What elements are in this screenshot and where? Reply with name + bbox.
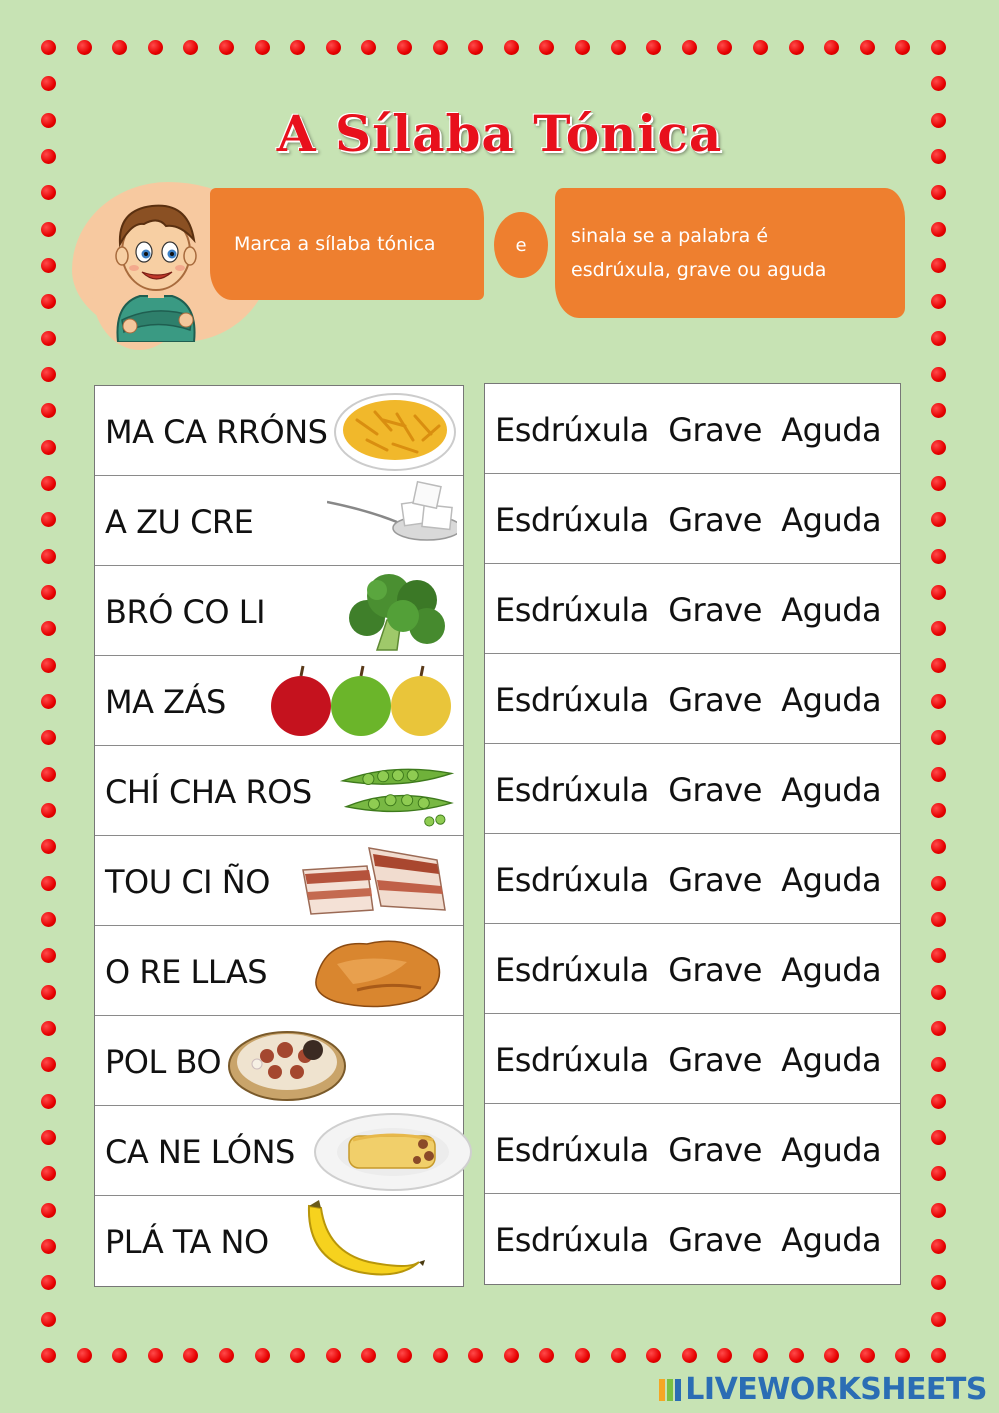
border-dot bbox=[41, 367, 56, 382]
border-dot bbox=[931, 1130, 946, 1145]
instruction-banner-right bbox=[555, 188, 905, 318]
border-dot bbox=[504, 40, 519, 55]
pea-pods-icon bbox=[337, 750, 457, 832]
border-dot bbox=[931, 694, 946, 709]
border-dot bbox=[931, 1021, 946, 1036]
option-grave[interactable]: Grave bbox=[668, 411, 762, 449]
border-dot bbox=[895, 40, 910, 55]
word-text[interactable]: O RE LLAS bbox=[105, 953, 268, 991]
border-dot bbox=[931, 658, 946, 673]
border-dot bbox=[931, 185, 946, 200]
border-dot bbox=[41, 1130, 56, 1145]
option-esdruxula[interactable]: Esdrúxula bbox=[495, 1221, 649, 1259]
broccoli-icon bbox=[327, 570, 457, 652]
options-row bbox=[485, 1104, 900, 1194]
option-esdruxula[interactable]: Esdrúxula bbox=[495, 861, 649, 899]
option-grave[interactable]: Grave bbox=[668, 1041, 762, 1079]
word-row bbox=[95, 656, 463, 746]
border-dot bbox=[41, 258, 56, 273]
options-row bbox=[485, 384, 900, 474]
instruction-text-right-line2: esdrúxula, grave ou aguda bbox=[571, 259, 827, 281]
border-dot bbox=[183, 1348, 198, 1363]
option-grave[interactable]: Grave bbox=[668, 681, 762, 719]
word-text[interactable]: MA CA RRÓNS bbox=[105, 413, 328, 451]
word-text[interactable]: TOU CI ÑO bbox=[105, 863, 270, 901]
options-table bbox=[484, 383, 901, 1285]
word-row bbox=[95, 566, 463, 656]
option-aguda[interactable]: Aguda bbox=[781, 771, 882, 809]
options-row bbox=[485, 924, 900, 1014]
border-dot bbox=[219, 40, 234, 55]
connector-text: e bbox=[515, 234, 527, 256]
options-row bbox=[485, 744, 900, 834]
logo-mark-icon bbox=[659, 1377, 681, 1403]
border-dot bbox=[326, 1348, 341, 1363]
option-esdruxula[interactable]: Esdrúxula bbox=[495, 1131, 649, 1169]
border-dot bbox=[682, 1348, 697, 1363]
border-dot bbox=[77, 40, 92, 55]
logo-text: LIVEWORKSHEETS bbox=[685, 1372, 987, 1407]
border-dot bbox=[931, 40, 946, 55]
border-dot bbox=[931, 512, 946, 527]
border-dot bbox=[41, 40, 56, 55]
option-grave[interactable]: Grave bbox=[668, 771, 762, 809]
word-row bbox=[95, 1016, 463, 1106]
border-dot bbox=[931, 621, 946, 636]
border-dot bbox=[931, 1203, 946, 1218]
border-dot bbox=[41, 658, 56, 673]
border-dot bbox=[433, 1348, 448, 1363]
cannelloni-plate-icon bbox=[313, 1106, 473, 1196]
border-dot bbox=[41, 1275, 56, 1290]
border-dot bbox=[41, 730, 56, 745]
border-dot bbox=[682, 40, 697, 55]
option-aguda[interactable]: Aguda bbox=[781, 951, 882, 989]
border-dot bbox=[539, 40, 554, 55]
option-grave[interactable]: Grave bbox=[668, 501, 762, 539]
border-dot bbox=[931, 767, 946, 782]
border-dot bbox=[290, 40, 305, 55]
border-dot bbox=[255, 1348, 270, 1363]
border-dot bbox=[41, 985, 56, 1000]
border-dot bbox=[931, 876, 946, 891]
border-dot bbox=[931, 1057, 946, 1072]
options-row bbox=[485, 564, 900, 654]
border-dot bbox=[931, 1275, 946, 1290]
word-row bbox=[95, 926, 463, 1016]
border-dot bbox=[824, 1348, 839, 1363]
border-dot bbox=[41, 1203, 56, 1218]
border-dot bbox=[931, 1094, 946, 1109]
border-dot bbox=[468, 1348, 483, 1363]
option-aguda[interactable]: Aguda bbox=[781, 681, 882, 719]
instruction-text-right-line1: sinala se a palabra é bbox=[571, 225, 769, 247]
option-aguda[interactable]: Aguda bbox=[781, 411, 882, 449]
word-row bbox=[95, 386, 463, 476]
border-dot bbox=[433, 40, 448, 55]
option-esdruxula[interactable]: Esdrúxula bbox=[495, 681, 649, 719]
border-dot bbox=[931, 1239, 946, 1254]
border-dot bbox=[717, 40, 732, 55]
border-dot bbox=[41, 1094, 56, 1109]
option-aguda[interactable]: Aguda bbox=[781, 501, 882, 539]
border-dot bbox=[112, 1348, 127, 1363]
border-dot bbox=[41, 1021, 56, 1036]
option-esdruxula[interactable]: Esdrúxula bbox=[495, 951, 649, 989]
word-row bbox=[95, 836, 463, 926]
word-row bbox=[95, 1196, 463, 1286]
border-dot bbox=[753, 1348, 768, 1363]
border-dot bbox=[41, 403, 56, 418]
border-dot bbox=[41, 912, 56, 927]
word-table bbox=[94, 385, 464, 1287]
border-dot bbox=[931, 222, 946, 237]
border-dot bbox=[77, 1348, 92, 1363]
border-dot bbox=[255, 40, 270, 55]
border-dot bbox=[753, 40, 768, 55]
option-grave[interactable]: Grave bbox=[668, 861, 762, 899]
fried-pastry-icon bbox=[297, 930, 457, 1012]
instruction-text-left: Marca a sílaba tónica bbox=[234, 233, 436, 255]
word-text[interactable]: BRÓ CO LI bbox=[105, 593, 266, 631]
border-dot bbox=[41, 76, 56, 91]
border-dot bbox=[860, 40, 875, 55]
border-dot bbox=[41, 1166, 56, 1181]
sugar-spoon-icon bbox=[327, 480, 457, 562]
border-dot bbox=[41, 585, 56, 600]
border-dot bbox=[931, 1166, 946, 1181]
option-aguda[interactable]: Aguda bbox=[781, 1041, 882, 1079]
border-dot bbox=[931, 585, 946, 600]
border-dot bbox=[717, 1348, 732, 1363]
options-row bbox=[485, 834, 900, 924]
border-dot bbox=[41, 694, 56, 709]
border-dot bbox=[931, 331, 946, 346]
border-dot bbox=[931, 948, 946, 963]
border-dot bbox=[931, 1348, 946, 1363]
option-aguda[interactable]: Aguda bbox=[781, 1131, 882, 1169]
border-dot bbox=[931, 985, 946, 1000]
border-dot bbox=[41, 948, 56, 963]
border-dot bbox=[41, 876, 56, 891]
word-text[interactable]: CA NE LÓNS bbox=[105, 1133, 295, 1171]
word-text[interactable]: MA ZÁS bbox=[105, 683, 226, 721]
border-dot bbox=[931, 549, 946, 564]
border-dot bbox=[575, 40, 590, 55]
border-dot bbox=[860, 1348, 875, 1363]
border-dot bbox=[41, 767, 56, 782]
border-dot bbox=[148, 1348, 163, 1363]
border-dot bbox=[112, 40, 127, 55]
border-dot bbox=[824, 40, 839, 55]
border-dot bbox=[931, 730, 946, 745]
border-dot bbox=[575, 1348, 590, 1363]
word-text[interactable]: CHÍ CHA ROS bbox=[105, 773, 312, 811]
border-dot bbox=[41, 1057, 56, 1072]
border-dot bbox=[931, 76, 946, 91]
border-dot bbox=[41, 185, 56, 200]
border-dot bbox=[41, 621, 56, 636]
border-dot bbox=[611, 1348, 626, 1363]
border-dot bbox=[41, 294, 56, 309]
border-dot bbox=[41, 803, 56, 818]
liveworksheets-logo bbox=[659, 1372, 987, 1407]
border-dot bbox=[895, 1348, 910, 1363]
border-dot bbox=[539, 1348, 554, 1363]
word-row bbox=[95, 1106, 463, 1196]
border-dot bbox=[611, 40, 626, 55]
word-row bbox=[95, 746, 463, 836]
border-dot bbox=[326, 40, 341, 55]
border-dot bbox=[361, 1348, 376, 1363]
border-dot bbox=[148, 40, 163, 55]
option-aguda[interactable]: Aguda bbox=[781, 591, 882, 629]
border-dot bbox=[361, 40, 376, 55]
option-esdruxula[interactable]: Esdrúxula bbox=[495, 501, 649, 539]
options-row bbox=[485, 474, 900, 564]
options-row bbox=[485, 654, 900, 744]
instruction-banner-left bbox=[210, 188, 484, 300]
options-row bbox=[485, 1194, 900, 1284]
border-dot bbox=[931, 912, 946, 927]
word-text[interactable]: A ZU CRE bbox=[105, 503, 254, 541]
border-dot bbox=[931, 803, 946, 818]
border-dot bbox=[789, 1348, 804, 1363]
border-dot bbox=[931, 367, 946, 382]
border-dot bbox=[789, 40, 804, 55]
page-title: A Sílaba Tónica bbox=[276, 104, 723, 163]
apples-icon bbox=[269, 660, 459, 742]
option-esdruxula[interactable]: Esdrúxula bbox=[495, 411, 649, 449]
word-text[interactable]: PLÁ TA NO bbox=[105, 1223, 269, 1261]
border-dot bbox=[931, 839, 946, 854]
macaroni-bowl-icon bbox=[327, 390, 457, 472]
border-dot bbox=[931, 1312, 946, 1327]
boy-illustration bbox=[100, 192, 210, 342]
border-dot bbox=[41, 222, 56, 237]
option-grave[interactable]: Grave bbox=[668, 591, 762, 629]
border-dot bbox=[41, 549, 56, 564]
option-esdruxula[interactable]: Esdrúxula bbox=[495, 1041, 649, 1079]
border-dot bbox=[41, 1348, 56, 1363]
word-row bbox=[95, 476, 463, 566]
border-dot bbox=[646, 1348, 661, 1363]
option-aguda[interactable]: Aguda bbox=[781, 1221, 882, 1259]
word-text[interactable]: POL BO bbox=[105, 1043, 222, 1081]
border-dot bbox=[646, 40, 661, 55]
border-dot bbox=[504, 1348, 519, 1363]
border-dot bbox=[183, 40, 198, 55]
border-dot bbox=[931, 440, 946, 455]
border-dot bbox=[468, 40, 483, 55]
option-grave[interactable]: Grave bbox=[668, 1221, 762, 1259]
border-dot bbox=[41, 476, 56, 491]
border-dot bbox=[41, 1312, 56, 1327]
border-dot bbox=[41, 512, 56, 527]
border-dot bbox=[931, 403, 946, 418]
octopus-plate-icon bbox=[227, 1020, 457, 1102]
connector-circle bbox=[494, 212, 548, 278]
option-grave[interactable]: Grave bbox=[668, 951, 762, 989]
border-dot bbox=[931, 294, 946, 309]
border-dot bbox=[219, 1348, 234, 1363]
option-grave[interactable]: Grave bbox=[668, 1131, 762, 1169]
border-dot bbox=[290, 1348, 305, 1363]
option-esdruxula[interactable]: Esdrúxula bbox=[495, 771, 649, 809]
option-aguda[interactable]: Aguda bbox=[781, 861, 882, 899]
border-dot bbox=[41, 1239, 56, 1254]
border-dot bbox=[931, 476, 946, 491]
option-esdruxula[interactable]: Esdrúxula bbox=[495, 591, 649, 629]
bacon-icon bbox=[297, 840, 457, 922]
border-dot bbox=[397, 1348, 412, 1363]
border-dot bbox=[41, 331, 56, 346]
border-dot bbox=[41, 839, 56, 854]
options-row bbox=[485, 1014, 900, 1104]
banana-icon bbox=[299, 1200, 429, 1282]
border-dot bbox=[931, 258, 946, 273]
border-dot bbox=[41, 440, 56, 455]
border-dot bbox=[397, 40, 412, 55]
